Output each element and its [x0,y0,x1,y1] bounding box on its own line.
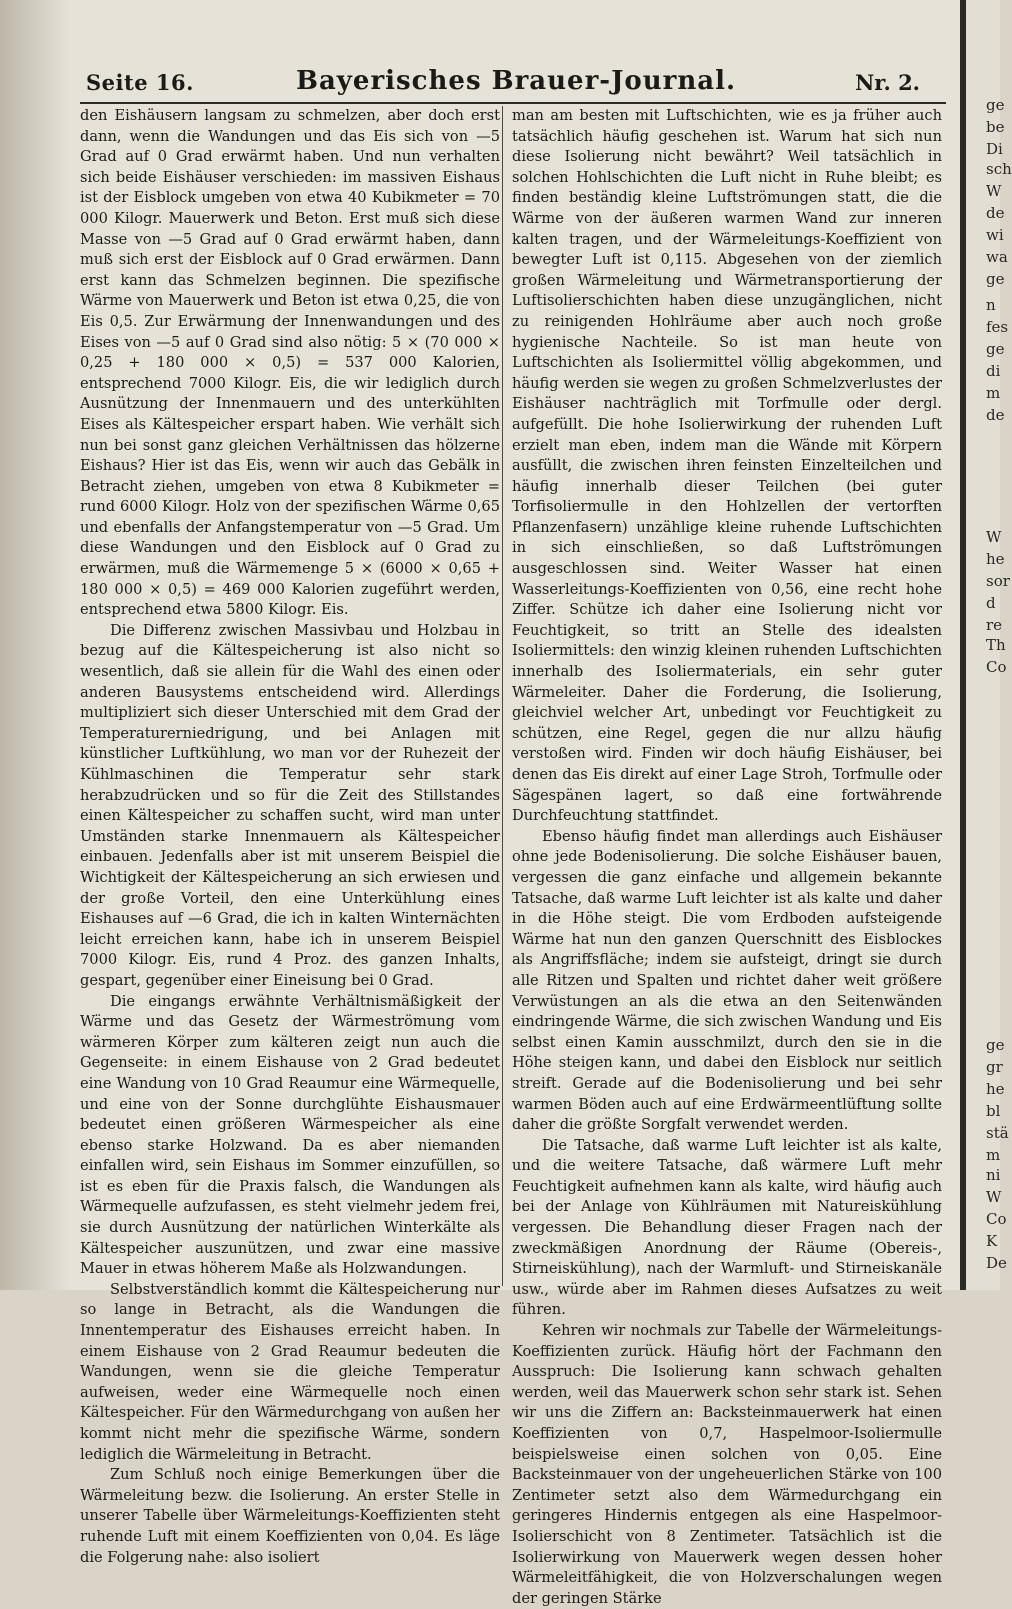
adjacent-page-fragment: ge [986,340,1005,358]
adjacent-page-fragment: wi [986,226,1004,244]
right-column [512,106,942,1609]
adjacent-page-fragment: sor [986,572,1010,590]
paragraph: Selbstverständlich kommt die Kältespeicherung nur so lange in Betracht, als die Wandungen die Innentemperatur des Eishauses erreicht haben. In einem Eishause von 2 Grad Reaumur bedeuten die Wandungen, wenn sie die gleiche Temperatur aufweisen, weder eine Wärmequelle noch einen Kältespeicher. Für den Wärmedurchgang von außen her kommt nicht mehr die spezifische Wärme, sondern lediglich die Wärmeleitung in Betracht. [80,1280,500,1463]
adjacent-page-fragment: ge [986,270,1005,288]
adjacent-page-fragment: Co [986,1210,1007,1228]
adjacent-page-fragment: W [986,528,1002,546]
adjacent-page-fragment: fes [986,318,1009,336]
adjacent-page-fragment: Di [986,140,1003,158]
adjacent-page-fragment: de [986,406,1005,424]
page-number: Seite 16. [86,70,194,95]
adjacent-page-fragment: ni [986,1166,1001,1184]
paragraph: Die eingangs erwähnte Verhältnismäßigkeit der Wärme und das Gesetz der Wärmeströmung vom wärmeren Körper zum kälteren zeigt nun auch die Gegenseite: in einem Eishause von 2 Grad bedeutet eine Wandung von 10 Grad Reaumur eine Wärmequelle, und eine von der Sonne durchglühte Eishausmauer bedeutet einen größeren Wärmespeicher als eine ebenso starke Holzwand. Da es aber niemanden einfallen wird, sein Eishaus im Sommer einzufüllen, so ist es eben für die Praxis falsch, die Wandungen als Wärmequelle aufzufassen, es steht vielmehr jedem frei, sie durch Ausnützung der natürlichen Winterkälte als Kältespeicher auszunützen, und zwar eine massive Mauer in etwas höherem Maße als Holzwandungen. [80,992,500,1278]
adjacent-page-fragment: K [986,1232,998,1250]
page-header [86,64,946,100]
adjacent-page-fragment: W [986,182,1002,200]
adjacent-page-fragment: De [986,1254,1007,1272]
adjacent-page-fragment: W [986,1188,1002,1206]
paragraph: Ebenso häufig findet man allerdings auch Eishäuser ohne jede Bodenisolierung. Die solche Eishäuser bauen, vergessen die ganz einfache und allgemein bekannte Tatsache, daß warme Luft leichter ist als kalte und daher in die Höhe steigt. Die vom Erdboden aufsteigende Wärme hat nun den ganzen Querschnitt des Eisblockes als Angriffsfläche; indem sie aufsteigt, dringt sie durch alle Ritzen und Spalten und richtet daher weit größere Verwüstungen an als die etwa an den Seitenwänden eindringende Wärme, die sich zwischen Wandung und Eis selbst einen Kamin ausschmilzt, durch den sie in die Höhe steigen kann, und dabei den Eisblock nur seitlich streift. Gerade auf die Bodenisolierung und bei sehr warmen Böden auch auf eine Erdwärmeentlüftung sollte daher die größte Sorgfalt verwendet werden. [512,827,942,1134]
paragraph: Zum Schluß noch einige Bemerkungen über die Wärmeleitung bezw. die Isolierung. An erster Stelle in unserer Tabelle über Wärmeleitungs-Koeffizienten steht ruhende Luft mit einem Koeffizienten von 0,04. Es läge die Folgerung nahe: also isoliert [80,1466,500,1566]
adjacent-page-fragment: re [986,616,1003,634]
adjacent-page-fragment: bl [986,1102,1001,1120]
adjacent-page-fragment: di [986,362,1001,380]
paragraph: Kehren wir nochmals zur Tabelle der Wärmeleitungs-Koeffizienten zurück. Häufig hört der Fachmann den Ausspruch: Die Isolierung kann schwach gehalten werden, weil das Mauerwerk schon sehr stark ist. Sehen wir uns die Ziffern an: Backsteinmauerwerk hat einen Koeffizienten von 0,7, Haspelmoor-Isoliermulle beispielsweise einen solchen von 0,05. Eine Backsteinmauer von der ungeheuerlichen Stärke von 100 Zentimeter setzt also dem Wärmedurchgang ein geringeres Hindernis entgegen als eine Haspelmoor-Isolierschicht von 8 Zentimeter. Tatsächlich ist die Isolierwirkung von Mauerwerk wegen dessen hoher Wärmeleitfähigkeit, die von Holzverschalungen wegen der geringen Stärke [512,1322,942,1607]
adjacent-page-fragment: Co [986,658,1007,676]
paragraph: Die Tatsache, daß warme Luft leichter ist als kalte, und die weitere Tatsache, daß wärmere Luft mehr Feuchtigkeit aufnehmen kann als kalte, wird häufig auch bei der Anlage von Kühlräumen mit Natureiskühlung vergessen. Die Behandlung dieser Fragen nach der zweckmäßigen Anordnung der Räume (Obereis-, Stirneiskühlung), nach der Warmluft- und Stirneiskanäle usw., würde aber im Rahmen dieses Aufsatzes zu weit führen. [512,1136,942,1319]
adjacent-page-fragment: wa [986,248,1008,266]
adjacent-page-fragment: ge [986,96,1005,114]
issue-number: Nr. 2. [855,70,920,95]
header-rule [80,102,946,104]
adjacent-page-fragment: d [986,594,996,612]
paragraph: Die Differenz zwischen Massivbau und Holzbau in bezug auf die Kältespeicherung ist also nicht so wesentlich, daß sie allein für die Wahl des einen oder anderen Bausystems entscheidend wird. Allerdings multipliziert sich dieser Unterschied mit dem Grad der Temperaturerniedrigung, und bei Anlagen mit künstlicher Luftkühlung, wo man vor der Ruhezeit der Kühlmaschinen die Temperatur sehr stark herabzudrücken und so für die Zeit des Stillstandes einen Kältespeicher zu schaffen sucht, wird man unter Umständen starke Innenmauern als Kältespeicher einbauen. Jedenfalls aber ist mit unserem Beispiel die Wichtigkeit der Kältespeicherung an sich erwiesen und der große Vorteil, den eine Unterkühlung eines Eishauses auf —6 Grad, die ich in kalten Winternächten leicht erreichen kann, habe ich in unserem Beispiel 7000 Kilogr. Eis, rund 4 Proz. des ganzen Inhalts, gespart, gegenüber einer Eineisung bei 0 Grad. [80,621,500,989]
page-shadow [0,0,70,1290]
adjacent-page-fragment: he [986,1080,1005,1098]
adjacent-page-fragment: n [986,296,996,314]
journal-title: Bayerisches Brauer-Journal. [295,66,737,96]
adjacent-page-fragment: sch [986,160,1012,178]
adjacent-page-fragment: ge [986,1036,1005,1054]
adjacent-page-fragment: Th [986,636,1006,654]
paragraph: man am besten mit Luftschichten, wie es ja früher auch tatsächlich häufig geschehen ist. Warum hat sich nun diese Isolierung nicht bewährt? Weil tatsächlich in solchen Hohlschichten die Luft nicht in Ruhe bleibt; es finden beständig kleine Luftströmungen statt, die die Wärme von der äußeren warmen Wand zur inneren kalten tragen, und der Wärmeleitungs-Koeffizient von bewegter Luft ist 0,115. Abgesehen von der ziemlich großen Wärmeleitung und Wärmetransportierung der Luftisolierschichten haben diese unzugänglichen, nicht zu reinigenden Hohlräume aber auch noch große hygienische Nachteile. So ist man heute von Luftschichten als Isoliermittel völlig abgekommen, und häufig werden sie wegen zu großen Schmelzverlustes der Eishäuser nachträglich mit Torfmulle oder dergl. aufgefüllt. Die hohe Isolierwirkung der ruhenden Luft erzielt man eben, indem man die Wände mit Körpern ausfüllt, die zwischen ihren feinsten Einzelteilchen und häufig innerhalb dieser Teilchen (bei guter Torfisoliermulle in den Hohlzellen der vertorften Pflanzenfasern) unzählige kleine ruhende Luftschichten in sich einschließen, so daß Luftströmungen ausgeschlossen sind. Weiter Wasser hat einen Wasserleitungs-Koeffizienten von 0,56, eine recht hohe Ziffer. Schütze ich daher eine Isolierung nicht vor Feuchtigkeit, so tritt an Stelle des idealsten Isoliermittels: den winzig kleinen ruhenden Luftschichten innerhalb des Isoliermaterials, ein sehr guter Wärmeleiter. Daher die Forderung, die Isolierung, gleichviel welcher Art, unbedingt vor Feuchtigkeit zu schützen, eine Regel, gegen die nur allzu häufig verstoßen wird. Finden wir doch häufig Eishäuser, bei denen das Eis direkt auf einer Lage Stroh, Torfmulle oder Sägespänen lagert, so daß eine fortwährende Durchfeuchtung stattfindet. [512,107,942,825]
adjacent-page-fragment: stä [986,1124,1009,1142]
adjacent-page-fragment: be [986,118,1005,136]
paragraph: den Eishäusern langsam zu schmelzen, aber doch erst dann, wenn die Wandungen und das Eis sich von —5 Grad auf 0 Grad erwärmt haben. Und nun verhalten sich beide Eishäuser verschieden: im massiven Eishaus ist der Eisblock umgeben von etwa 40 Kubikmeter = 70 000 Kilogr. Mauerwerk und Beton. Erst muß sich diese Masse von —5 Grad auf 0 Grad erwärmt haben, dann muß sich erst der Eisblock auf 0 Grad erwärmen. Dann erst kann das Schmelzen beginnen. Die spezifische Wärme von Mauerwerk und Beton ist etwa 0,25, die von Eis 0,5. Zur Erwärmung der Innenwandungen und des Eises von —5 auf 0 Grad sind also nötig: 5 × (70 000 × 0,25 + 180 000 × 0,5) = 537 000 Kalorien, entsprechend 7000 Kilogr. Eis, die wir lediglich durch Ausnützung der Innenmauern und des unterkühlten Eises als Kältespeicher erspart haben. Wie verhält sich nun bei sonst ganz gleichen Verhältnissen das hölzerne Eishaus? Hier ist das Eis, wenn wir auch das Gebälk in Betracht ziehen, umgeben von etwa 8 Kubikmeter = rund 6000 Kilogr. Holz von der spezifischen Wärme 0,65 und ebenfalls der Anfangstemperatur von —5 Grad. Um diese Wandungen und den Eisblock auf 0 Grad zu erwärmen, muß die Wärmemenge 5 × (6000 × 0,65 + 180 000 × 0,5) = 469 000 Kalorien zugeführt werden, entsprechend etwa 5800 Kilogr. Eis. [80,107,500,619]
adjacent-page-fragment: de [986,204,1005,222]
adjacent-page-fragment: he [986,550,1005,568]
column-divider [502,106,503,1286]
adjacent-page-edge [966,0,1012,1290]
adjacent-page-fragment: m [986,384,1001,402]
left-column [80,106,500,1568]
adjacent-page-fragment: m [986,1146,1001,1164]
adjacent-page-fragment: gr [986,1058,1003,1076]
